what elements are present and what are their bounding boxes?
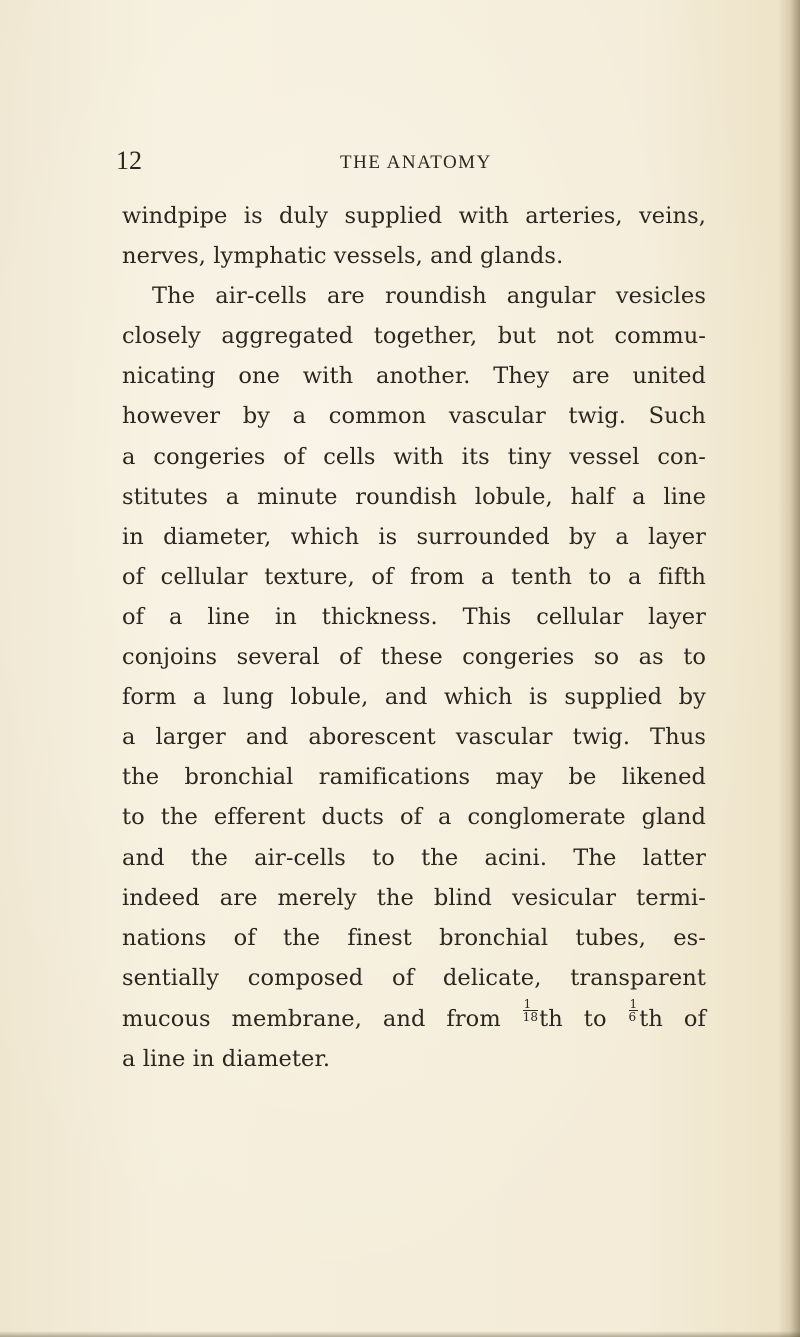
- text-line: of a line in thickness. This cellular layer: [122, 603, 706, 630]
- text-line: indeed are merely the blind vesicular termi-: [122, 884, 706, 911]
- fraction-line-middle: th to: [539, 1005, 628, 1032]
- text-line: in diameter, which is surrounded by a layer: [122, 523, 706, 550]
- text-line: to the efferent ducts of a conglomerate gland: [122, 804, 706, 831]
- page-number: 12: [116, 146, 142, 175]
- fraction-line-before: mucous membrane, and from: [122, 1005, 522, 1032]
- text-line: sentially composed of delicate, transparent: [122, 964, 706, 991]
- fraction-numerator: 1: [523, 998, 538, 1011]
- text-line: windpipe is duly supplied with arteries, veins,: [122, 203, 706, 229]
- running-head: THE ANATOMY: [340, 152, 492, 173]
- page-header: [0, 146, 800, 176]
- text-line: nerves, lymphatic vessels, and glands.: [122, 243, 564, 270]
- fraction-numerator: 1: [629, 996, 638, 1011]
- text-line: closely aggregated together, but not commu-: [122, 323, 706, 350]
- text-line: a congeries of cells with its tiny vessel con-: [122, 443, 706, 470]
- text-line: of cellular texture, of from a tenth to a fifth: [122, 563, 706, 590]
- page-edge-shadow: [778, 0, 800, 1337]
- text-line: the bronchial ramifications may be likened: [122, 764, 706, 791]
- text-line: The air-cells are roundish angular vesicles: [152, 283, 706, 310]
- text-line: form a lung lobule, and which is supplied by: [122, 684, 706, 711]
- fraction-line-after: th of: [639, 1005, 706, 1032]
- fraction-one-eighteenth: [523, 998, 538, 1023]
- text-line: a line in diameter.: [122, 1045, 331, 1072]
- fraction-denominator: 18: [522, 1009, 539, 1024]
- fraction-denominator: 6: [628, 1009, 637, 1024]
- text-line: nations of the finest bronchial tubes, es-: [122, 924, 706, 951]
- page-bottom-edge: [0, 1331, 800, 1337]
- text-line: conjoins several of these congeries so as to: [122, 644, 706, 671]
- text-line: and the air-cells to the acini. The latter: [122, 844, 706, 871]
- text-line: nicating one with another. They are united: [122, 363, 706, 390]
- fraction-line: [122, 998, 706, 1039]
- body-text: [122, 196, 706, 1079]
- fraction-one-sixth: [629, 998, 639, 1023]
- text-line: stitutes a minute roundish lobule, half a line: [122, 483, 706, 510]
- text-line: a larger and aborescent vascular twig. Thus: [122, 724, 706, 751]
- text-line: however by a common vascular twig. Such: [122, 403, 706, 430]
